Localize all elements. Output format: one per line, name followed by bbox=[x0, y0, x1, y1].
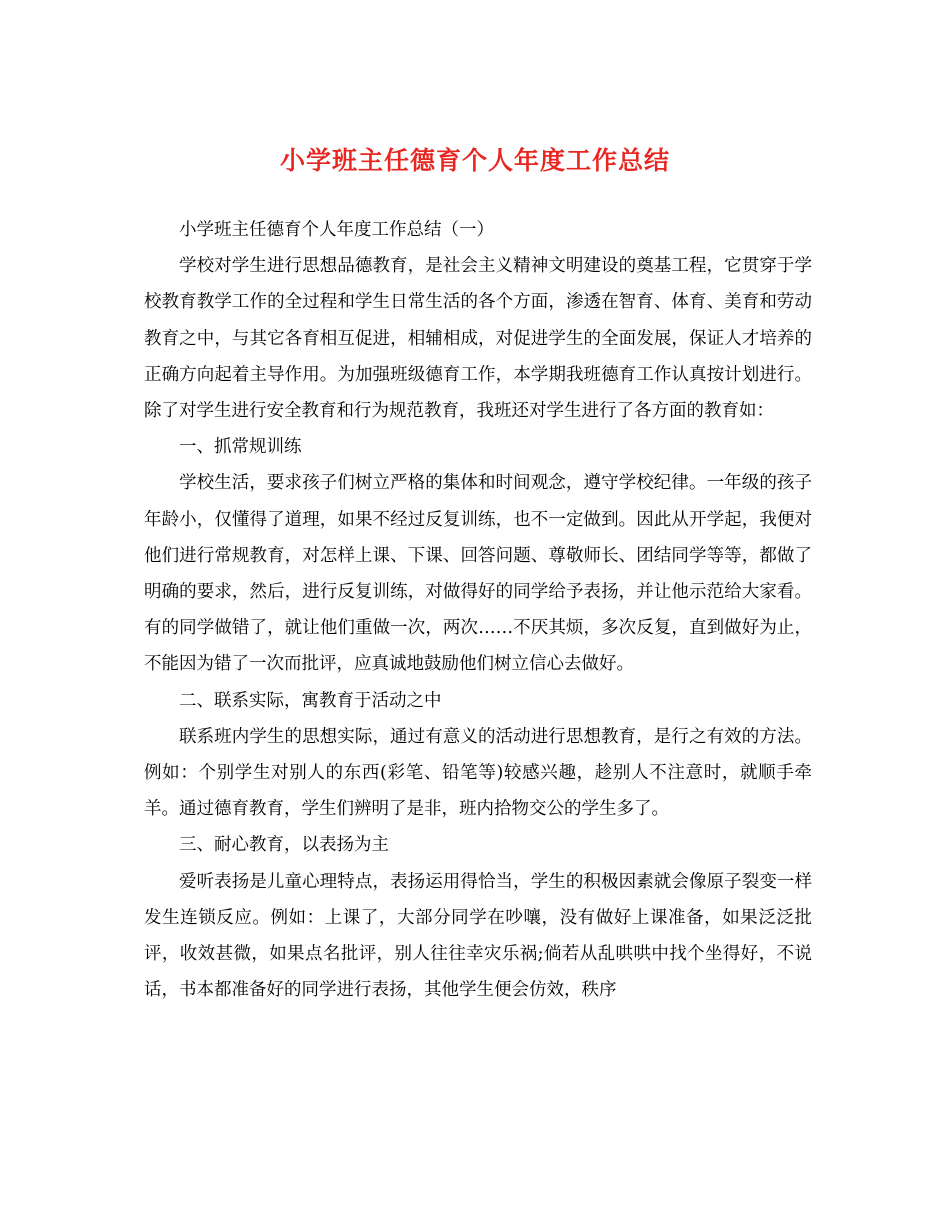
intro-paragraph: 学校对学生进行思想品德教育，是社会主义精神文明建设的奠基工程，它贯穿于学校教育教学工作的全过程和学生日常生活的各个方面，渗透在智育、体育、美育和劳动教育之中，与其它各育相互促进，相辅相成，对促进学生的全面发展，保证人才培养的正确方向起着主导作用。为加强班级德育工作，本学期我班德育工作认真按计划进行。除了对学生进行安全教育和行为规范教育，我班还对学生进行了各方面的教育如： bbox=[144, 256, 812, 422]
subtitle-paragraph: 小学班主任德育个人年度工作总结（一） bbox=[179, 220, 494, 240]
section-paragraph-2: 联系班内学生的思想实际，通过有意义的活动进行思想教育，是行之有效的方法。例如：个别学生对别人的东西(彩笔、铅笔等)较感兴趣，趁别人不注意时，就顺手牵羊。通过德育教育，学生们辨明了是非，班内拾物交公的学生多了。 bbox=[144, 726, 812, 820]
section-paragraph-3: 爱听表扬是儿童心理特点，表扬运用得恰当，学生的积极因素就会像原子裂变一样发生连锁反应。例如：上课了，大部分同学在吵嚷，没有做好上课准备，如果泛泛批评，收效甚微，如果点名批评，别人往往幸灾乐祸;倘若从乱哄哄中找个坐得好，不说话，书本都准备好的同学进行表扬，其他学生便会仿效，秩序 bbox=[144, 871, 812, 1001]
document-body bbox=[144, 212, 812, 1008]
section-heading-1: 一、抓常规训练 bbox=[179, 437, 302, 458]
section-heading-2: 二、联系实际，寓教育于活动之中 bbox=[179, 690, 442, 711]
section-heading-3: 三、耐心教育，以表扬为主 bbox=[179, 835, 389, 856]
document-title: 小学班主任德育个人年度工作总结 bbox=[279, 146, 670, 175]
section-paragraph-1: 学校生活，要求孩子们树立严格的集体和时间观念，遵守学校纪律。一年级的孩子年龄小，仅懂得了道理，如果不经过反复训练，也不一定做到。因此从开学起，我便对他们进行常规教育，对怎样上课、下课、回答问题、尊敬师长、团结同学等等，都做了明确的要求，然后，进行反复训练，对做得好的同学给予表扬，并让他示范给大家看。有的同学做错了，就让他们重做一次，两次……不厌其烦，多次反复，直到做好为止，不能因为错了一次而批评，应真诚地鼓励他们树立信心去做好。 bbox=[144, 473, 812, 675]
